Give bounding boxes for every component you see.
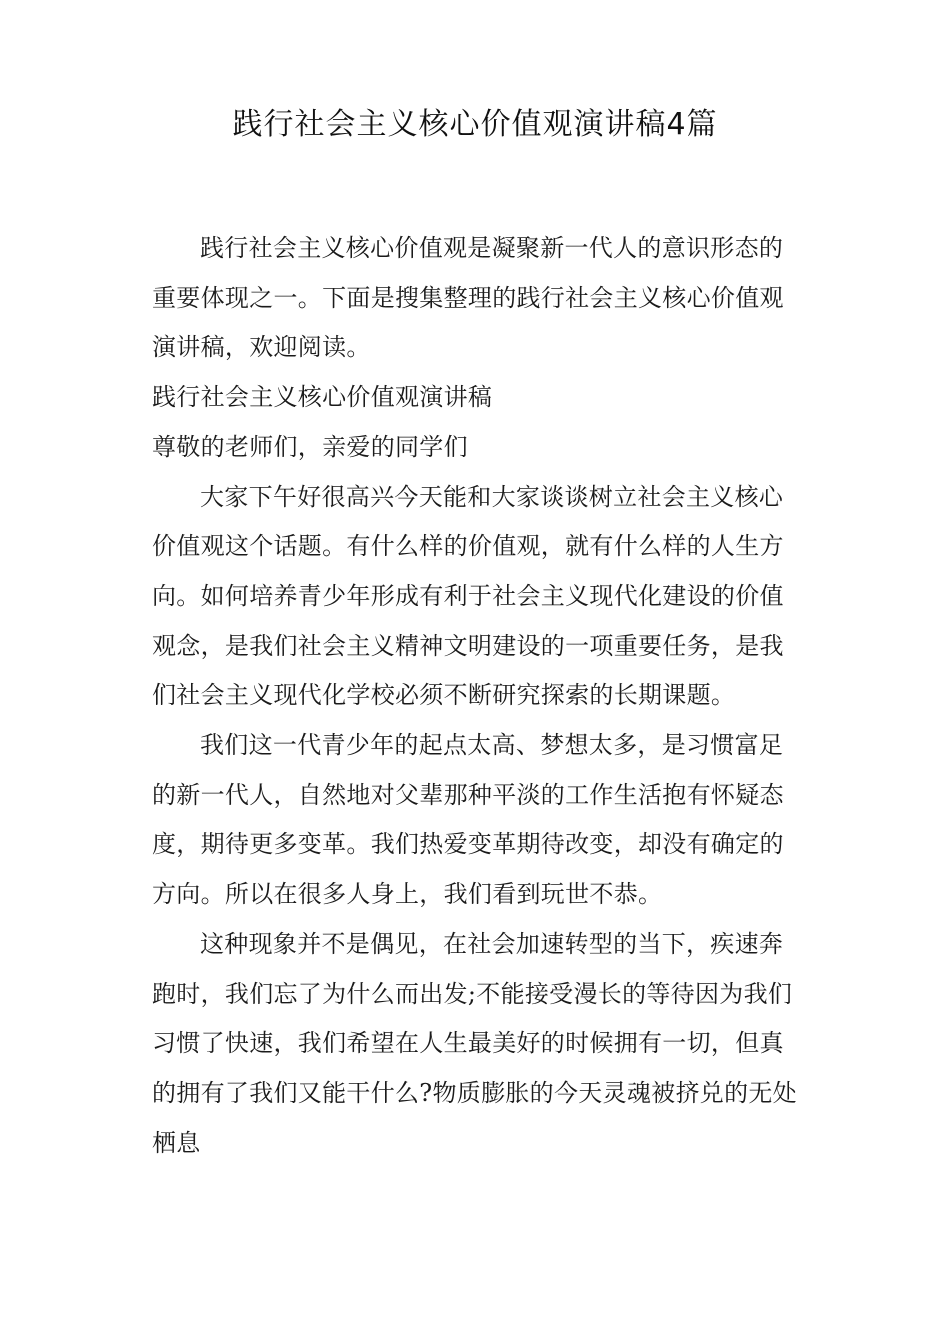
body-paragraph: 我们这一代青少年的起点太高、梦想太多，是习惯富足的新一代人，自然地对父辈那种平淡的工作生活抱有怀疑态度，期待更多变革。我们热爱变革期待改变，却没有确定的方向。所以在很多人身上，我们看到玩世不恭。	[152, 731, 784, 909]
speech-heading: 践行社会主义核心价值观演讲稿	[152, 383, 493, 412]
salutation: 尊敬的老师们，亲爱的同学们	[152, 432, 468, 461]
intro-paragraph: 践行社会主义核心价值观是凝聚新一代人的意识形态的重要体现之一。下面是搜集整理的践行社会主义核心价值观演讲稿，欢迎阅读。	[152, 234, 784, 362]
document-body	[152, 224, 802, 1168]
body-paragraph: 大家下午好很高兴今天能和大家谈谈树立社会主义核心价值观这个话题。有什么样的价值观，就有什么样的人生方向。如何培养青少年形成有利于社会主义现代化建设的价值观念，是我们社会主义精神文明建设的一项重要任务，是我们社会主义现代化学校必须不断研究探索的长期课题。	[152, 482, 784, 710]
body-paragraph: 这种现象并不是偶见，在社会加速转型的当下，疾速奔跑时，我们忘了为什么而出发;不能接受漫长的等待因为我们习惯了快速，我们希望在人生最美好的时候拥有一切，但真的拥有了我们又能干什么?物质膨胀的今天灵魂被挤兑的无处栖息	[152, 929, 797, 1157]
document-title: 践行社会主义核心价值观演讲稿4篇	[232, 107, 718, 142]
